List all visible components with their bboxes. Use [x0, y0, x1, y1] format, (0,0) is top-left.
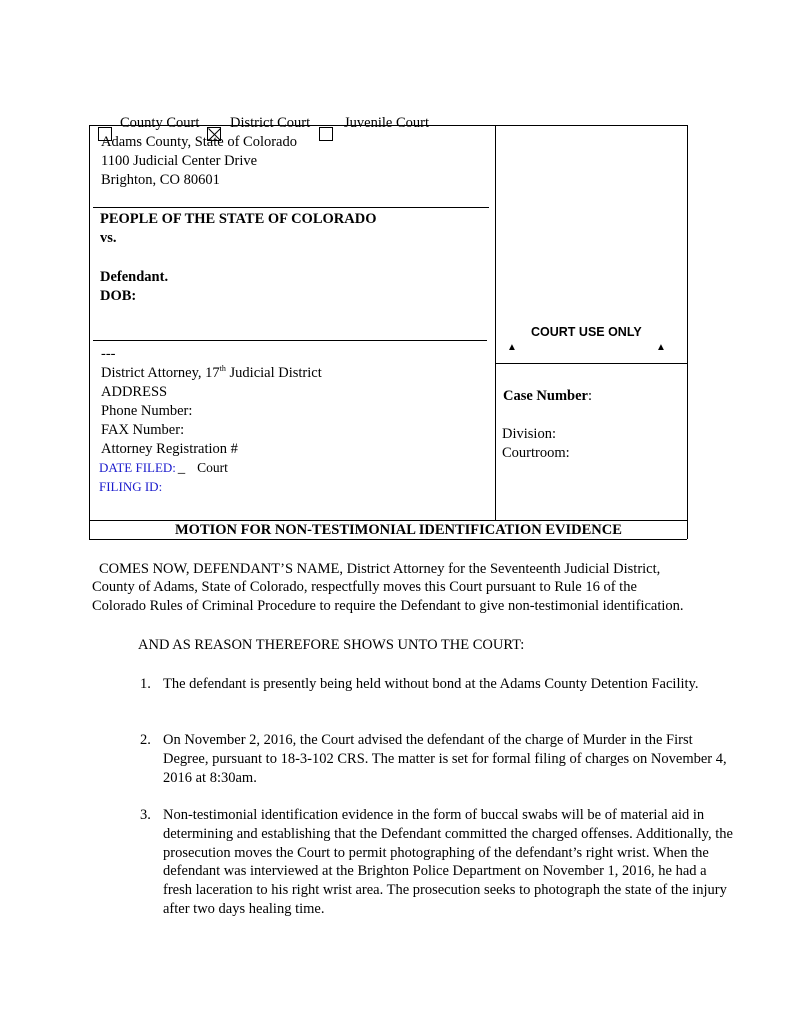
caption-right-border — [687, 125, 688, 539]
item-3-number: 3. — [140, 807, 151, 823]
title-bottom-border — [89, 539, 687, 540]
attorney-address: ADDRESS — [101, 384, 168, 400]
dob-label: DOB: — [100, 288, 137, 304]
attorney-registration: Attorney Registration # — [101, 441, 238, 457]
attorney-dashes: --- — [101, 346, 116, 362]
date-filed-label: DATE FILED: — [99, 460, 176, 475]
intro-line-1: COMES NOW, DEFENDANT’S NAME, District Attorney for the Seventeenth Judicial District, — [99, 561, 661, 577]
date-filed-suffix: Court — [197, 460, 228, 475]
item-1-text: The defendant is presently being held without bond at the Adams County Detention Facility. — [163, 676, 699, 692]
court-use-only-label: COURT USE ONLY — [531, 325, 642, 339]
attorney-phone: Phone Number: — [101, 403, 193, 419]
district-court-label: District Court — [230, 115, 311, 131]
item-3-text: Non-testimonial identification evidence in the form of buccal swabs will be of material aid in determining and establishing that the Defendant committed the charged offenses. Additionally, the prosecution moves the Court to permit photographing of the defendant’s right wrist. When the defendant was interviewed at the Brighton Police Department on November 1, 2016, he had a fresh laceration to his right wrist area. The prosecution seeks to photograph the state of the injury after two days healing time. — [163, 807, 733, 917]
county-court-label: County Court — [120, 115, 200, 131]
attorney-office-suffix: Judicial District — [225, 365, 322, 381]
item-1-number: 1. — [140, 676, 151, 692]
item-2-text: On November 2, 2016, the Court advised the defendant of the charge of Murder in the First Degree, pursuant to 18-3-102 CRS. The matter is set for formal filing of charges on November 4, 2016 at 8:30am. — [163, 732, 727, 786]
caption-left-border — [89, 125, 90, 539]
case-number-label: Case Number — [503, 388, 588, 404]
case-number-colon: : — [587, 388, 593, 404]
attorney-office — [101, 364, 322, 382]
court-use-right-arrow: ▲ — [656, 342, 666, 353]
juvenile-court-label: Juvenile Court — [344, 115, 429, 131]
date-filed-row — [99, 459, 228, 477]
attorney-office-ordinal: th — [219, 364, 226, 374]
plaintiff-name: PEOPLE OF THE STATE OF COLORADO — [100, 211, 377, 227]
case-number-row — [503, 387, 592, 405]
defendant-label: Defendant. — [100, 269, 169, 285]
filing-id-label: FILING ID: — [99, 479, 163, 494]
court-use-left-arrow: ▲ — [507, 342, 517, 353]
motion-title: MOTION FOR NON-TESTIMONIAL IDENTIFICATION EVIDENCE — [175, 522, 622, 538]
court-address-line1: Adams County, State of Colorado — [101, 134, 297, 150]
court-address-line3: Brighton, CO 80601 — [101, 172, 220, 188]
date-filed-blank: _ — [177, 460, 186, 476]
court-address-line2: 1100 Judicial Center Drive — [101, 153, 258, 169]
intro-line-3: Colorado Rules of Criminal Procedure to require the Defendant to give non-testimonial identification. — [92, 598, 684, 614]
attorney-fax: FAX Number: — [101, 422, 185, 438]
division-label: Division: — [502, 426, 556, 442]
courtroom-label: Courtroom: — [502, 445, 570, 461]
item-2-number: 2. — [140, 732, 151, 748]
attorney-office-prefix: District Attorney, 17 — [101, 365, 220, 381]
parties-divider-line — [93, 340, 487, 341]
caption-column-divider — [495, 125, 496, 520]
court-use-divider-line — [495, 363, 687, 364]
intro-line-2: County of Adams, State of Colorado, respectfully moves this Court pursuant to Rule 16 of the — [92, 579, 637, 595]
court-divider-line — [93, 207, 489, 208]
versus-label: vs. — [100, 230, 117, 246]
juvenile-court-checkbox[interactable] — [319, 127, 333, 141]
reason-heading: AND AS REASON THEREFORE SHOWS UNTO THE COURT: — [138, 637, 525, 653]
